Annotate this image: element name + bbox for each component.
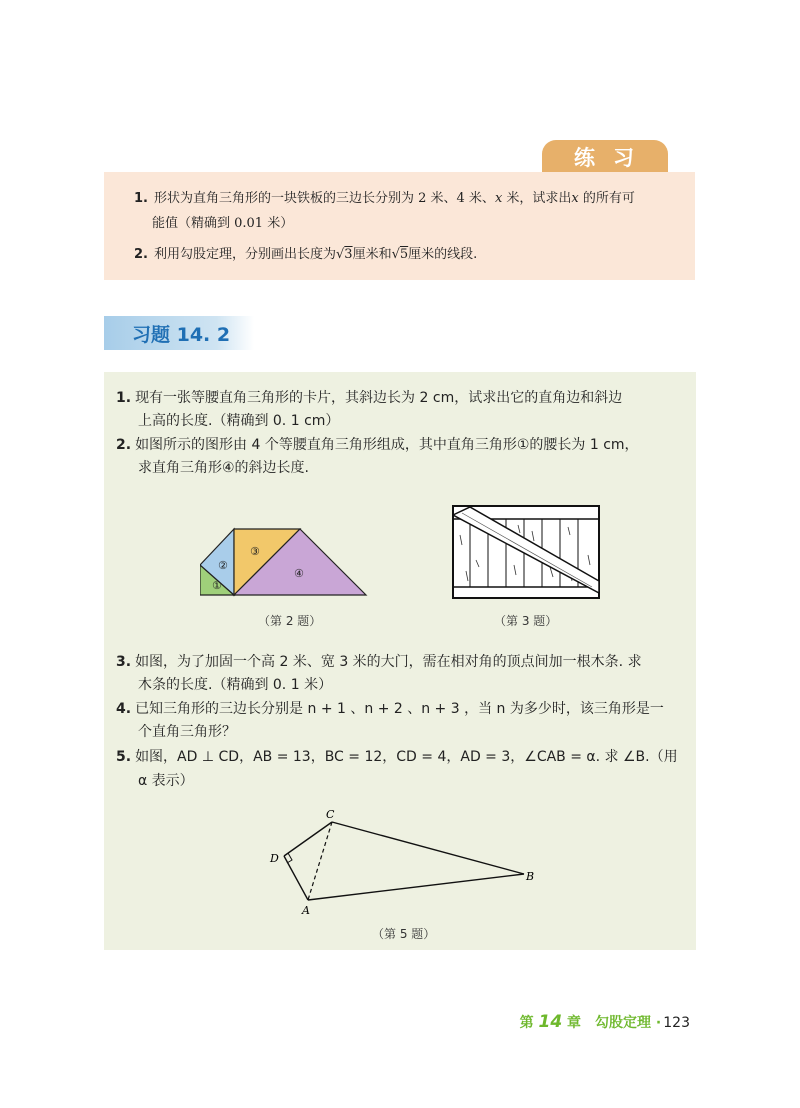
- fig3-caption: （第 3 题）: [494, 614, 558, 628]
- exercise-4-line2: 个直角三角形？: [138, 724, 236, 740]
- practice-q1: 1. 形状为直角三角形的一块铁板的三边长分别为 2 米、4 米、x 米，试求出x 的所有可: [134, 191, 635, 206]
- figure-2: [200, 527, 372, 599]
- fig5-label-a: A: [302, 904, 310, 917]
- fig5-label-c: C: [326, 808, 335, 821]
- practice-tab: 练习: [542, 140, 668, 174]
- exercise-1-line2: 上高的长度.（精确到 0. 1 cm）: [138, 413, 340, 429]
- fig5-label-d: D: [270, 852, 279, 865]
- page-footer: 第 14 章 勾股定理 · 123: [519, 1012, 690, 1032]
- practice-q1-line2: 能值（精确到 0.01 米）: [152, 216, 294, 231]
- fig2-label-4: ④: [294, 567, 304, 580]
- fig2-caption: （第 2 题）: [258, 614, 322, 628]
- exercise-2-line2: 求直角三角形④的斜边长度.: [138, 460, 310, 476]
- fig2-label-1: ①: [212, 579, 222, 592]
- fig5-caption: （第 5 题）: [372, 927, 436, 941]
- exercise-5-line2: α 表示）: [138, 773, 194, 789]
- fig2-label-2: ②: [218, 559, 228, 572]
- figure-3: [452, 505, 600, 599]
- exercise-4: 4. 已知三角形的三边长分别是 n + 1 、n + 2 、n + 3 ，当 n 为多少时，该三角形是一: [116, 701, 664, 717]
- fig5-label-b: B: [526, 870, 535, 883]
- exercise-5: 5. 如图，AD ⊥ CD，AB = 13，BC = 12，CD = 4，AD = 3，∠CAB = α. 求 ∠B.（用: [116, 749, 678, 765]
- fig2-label-3: ③: [250, 545, 260, 558]
- exercise-2: 2. 如图所示的图形由 4 个等腰直角三角形组成，其中直角三角形①的腰长为 1 cm，: [116, 437, 639, 453]
- practice-q2: 2. 利用勾股定理，分别画出长度为√3厘米和√5厘米的线段.: [134, 247, 478, 262]
- exercise-3-line2: 木条的长度.（精确到 0. 1 米）: [138, 677, 333, 693]
- exercise-3: 3. 如图，为了加固一个高 2 米、宽 3 米的大门，需在相对角的顶点间加一根木条. 求: [116, 654, 642, 670]
- page-number: 123: [663, 1015, 690, 1031]
- exercise-1: 1. 现有一张等腰直角三角形的卡片，其斜边长为 2 cm，试求出它的直角边和斜边: [116, 390, 623, 406]
- figure-5: [262, 808, 546, 918]
- exercise-title: 习题 14. 2: [104, 316, 254, 350]
